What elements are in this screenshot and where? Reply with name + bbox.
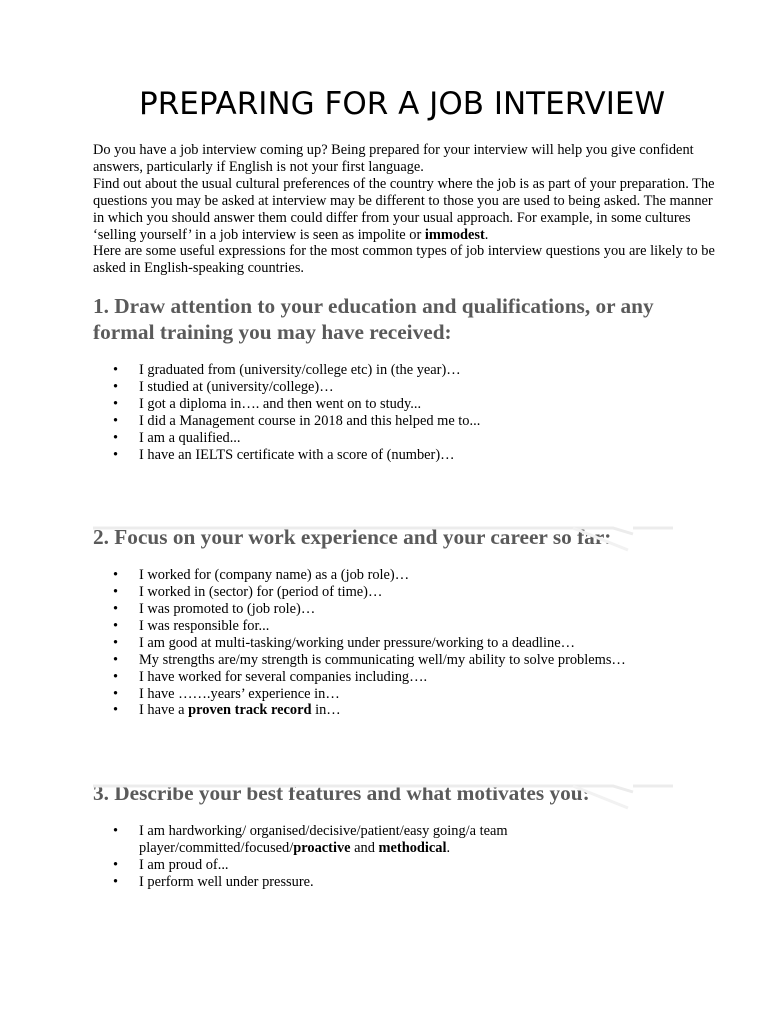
bullet-icon: • [113, 617, 119, 634]
bullet-icon: • [113, 634, 119, 651]
divider-line-icon [93, 780, 673, 810]
list-item [93, 413, 718, 430]
section-3-list [93, 823, 718, 891]
list-item [93, 430, 718, 447]
list-item-text: I did a Management course in 2018 and this helped me to... [139, 412, 481, 429]
list-item [93, 396, 718, 413]
list-item-text: I was promoted to (job role)… [139, 601, 316, 617]
bullet-icon: • [113, 429, 119, 446]
list-item [93, 567, 718, 584]
list-item-text: I am good at multi-tasking/working under pressure/working to a deadline… [139, 634, 576, 651]
intro-paragraph-3: Here are some useful expressions for the most common types of job interview questions you are likely to be asked in English-speaking countries. [93, 243, 715, 277]
list-item-text: I was responsible for... [139, 617, 270, 634]
list-item-text: I graduated from (university/college etc) in (the year)… [139, 362, 461, 379]
bullet-icon: • [113, 651, 119, 668]
bullet-icon: • [113, 822, 119, 839]
bullet-icon: • [113, 379, 119, 396]
section-divider [93, 780, 673, 796]
document-page [93, 86, 718, 890]
bullet-icon: • [113, 668, 119, 685]
section-3-heading: 3. Describe your best features and what motivates you: [93, 781, 590, 806]
section-divider [93, 522, 673, 538]
intro-paragraph-2-end: . [484, 226, 489, 243]
bullet-icon: • [113, 567, 119, 584]
bullet-icon: • [113, 412, 119, 429]
list-item-text: I studied at (university/college)… [139, 379, 334, 396]
bullet-icon: • [113, 856, 119, 873]
intro-paragraph-2 [93, 176, 718, 244]
list-item [93, 874, 718, 891]
list-item-text: I have …….years’ experience in… [139, 685, 340, 702]
list-item [93, 857, 718, 874]
section-1-heading: 1. Draw attention to your education and qualifications, or any formal training you may have received: [93, 294, 654, 344]
list-item [93, 652, 718, 669]
section-2-heading: 2. Focus on your work experience and your career so far: [93, 524, 612, 549]
list-item-text-pre: I am hardworking/ organised/decisive/patient/easy going/a team player/committed/focused/ [139, 822, 508, 856]
intro-bold-word: immodest [424, 226, 485, 243]
bullet-icon: • [113, 584, 119, 601]
bullet-icon: • [113, 685, 119, 702]
list-item-text: I am a qualified... [139, 429, 241, 446]
list-item-text: I got a diploma in…. and then went on to study... [139, 396, 422, 413]
section-2-list [93, 567, 718, 719]
list-item-text: I am proud of... [139, 856, 229, 873]
list-item-text-mid: and [350, 839, 379, 856]
list-item-bold: proactive [293, 839, 351, 856]
list-item-text: I have an IELTS certificate with a score of (number)… [139, 446, 455, 463]
list-item [93, 362, 718, 379]
list-item [93, 823, 718, 857]
list-item [93, 584, 718, 601]
list-item-text-post: . [446, 839, 451, 856]
list-item-bold: proven track record [188, 702, 312, 719]
intro-text [93, 142, 718, 277]
list-item [93, 686, 718, 703]
bullet-icon: • [113, 601, 119, 617]
list-item-text: My strengths are/my strength is communicating well/my ability to solve problems… [139, 651, 626, 668]
list-item-text-post: in… [311, 702, 341, 719]
list-item [93, 702, 718, 719]
bullet-icon: • [113, 702, 119, 719]
list-item-text: I worked in (sector) for (period of time)… [139, 584, 383, 601]
list-item-text: I have worked for several companies including…. [139, 668, 428, 685]
bullet-icon: • [113, 396, 119, 413]
list-item [93, 447, 718, 464]
list-item [93, 601, 718, 618]
list-item-text-pre: I have a [139, 702, 189, 719]
list-item-text: I worked for (company name) as a (job role)… [139, 567, 410, 584]
bullet-icon: • [113, 446, 119, 463]
list-item [93, 669, 718, 686]
intro-paragraph-2-text: Find out about the usual cultural preferences of the country where the job is as part of your preparation. The questions you may be asked at interview may be different to those you are used to being asked. The manner in which you should answer them could differ from your usual approach. For example, in some cultures ‘selling yourself’ in a job interview is seen as impolite or [93, 175, 715, 243]
section-1-list [93, 362, 718, 463]
bullet-icon: • [113, 873, 119, 890]
intro-paragraph-1: Do you have a job interview coming up? Being prepared for your interview will help you give confident answers, particularly if English is not your first language. [93, 142, 694, 175]
list-item [93, 618, 718, 635]
list-item-bold: methodical [378, 839, 447, 856]
list-item [93, 635, 718, 652]
page-title: PREPARING FOR A JOB INTERVIEW [139, 86, 666, 122]
list-item [93, 379, 718, 396]
divider-line-icon [93, 522, 673, 552]
list-item-text: I perform well under pressure. [139, 873, 314, 890]
bullet-icon: • [113, 362, 119, 379]
